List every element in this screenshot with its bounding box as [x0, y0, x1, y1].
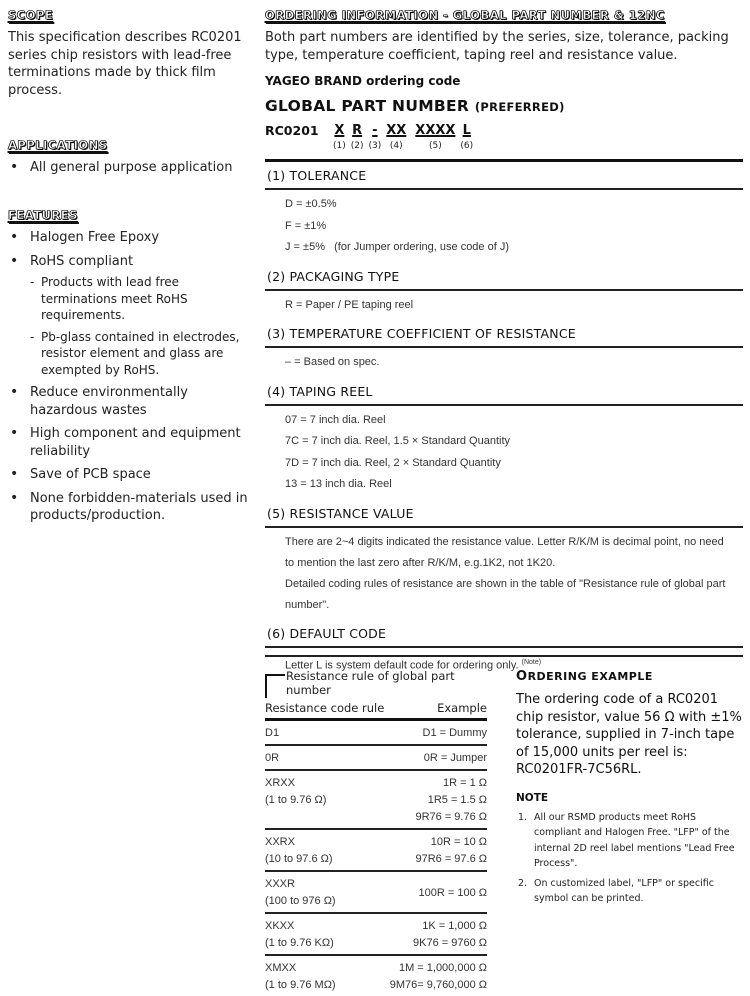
list-item: • All general purpose application [8, 159, 253, 177]
ordering-heading: ORDERING INFORMATION - GLOBAL PART NUMBER & 12NC [265, 8, 665, 22]
note-number: 1. [518, 811, 528, 823]
features-section [8, 204, 253, 531]
applications-section [8, 134, 253, 183]
note-item [516, 810, 746, 872]
section-line: 7D = 7 inch dia. Reel, 2 × Standard Quantity [285, 456, 501, 469]
rule-cell [265, 775, 326, 809]
list-item: • None forbidden-materials used in products/production. [8, 490, 253, 525]
code-segment-value: L [462, 123, 471, 138]
table-row [265, 721, 487, 746]
section-title: (3) TEMPERATURE COEFFICIENT OF RESISTANCE [267, 326, 576, 341]
sub-list-item: - Pb-glass contained in electrodes, resistor element and glass are exempted by RoHS. [30, 329, 253, 379]
table-row [265, 746, 487, 771]
example-line: 1R5 = 1.5 Ω [427, 794, 487, 806]
table-row [265, 872, 487, 914]
example-line: 9K76 = 9760 Ω [413, 937, 487, 949]
code-segment-value: XX [386, 123, 407, 138]
section-taping-reel [265, 378, 743, 500]
rule-cell [265, 876, 336, 910]
code-segment-value: R [352, 123, 363, 138]
rule-line: (10 to 97.6 Ω) [265, 853, 333, 865]
sub-list-item: - Products with lead free terminations meet RoHS requirements. [30, 274, 253, 324]
rule-cell [265, 750, 279, 767]
section-line: D = ±0.5% [285, 198, 337, 210]
example-cell [419, 885, 487, 902]
gpn-title-text: GLOBAL PART NUMBER [265, 97, 470, 115]
code-segment [386, 123, 406, 152]
section-line: F = ±1% [285, 219, 327, 232]
code-segment-index: (3) [368, 141, 382, 151]
list-item [8, 253, 253, 379]
section-body [265, 291, 743, 321]
example-cell [415, 775, 487, 826]
note-number: 2. [518, 877, 528, 889]
section-title: (6) DEFAULT CODE [267, 625, 387, 641]
rule-line: XXRX [265, 836, 295, 848]
table-caption: Resistance rule of global part number [265, 669, 487, 697]
code-segment [415, 123, 455, 152]
sub-list [30, 274, 253, 378]
example-cell [415, 834, 487, 868]
code-segment-index: (4) [389, 141, 403, 151]
rule-line: XKXX [265, 920, 295, 932]
code-segment-value: XXXX [415, 123, 456, 138]
section-body [265, 528, 743, 620]
rule-line: 0R [265, 752, 280, 764]
scope-text: This specification describes RC0201 series chip resistors with lead-free terminations made by thick film process. [8, 30, 242, 98]
list-item-text: RoHS compliant [30, 253, 134, 269]
example-line: 1M = 1,000,000 Ω [398, 962, 487, 974]
example-cell [413, 918, 487, 952]
example-text: The ordering code of a RC0201 chip resistor, value 56 Ω with ±1% tolerance, supplied in 7-inch tape of 15,000 units per reel is: RC0201FR-7C56RL. [516, 692, 742, 777]
gpn-preferred: (PREFERRED) [474, 100, 565, 114]
list-item: • High component and equipment reliability [8, 425, 253, 460]
scope-section [8, 4, 253, 99]
notes-list [516, 810, 746, 907]
section-line: There are 2~4 digits indicated the resistance value. Letter R/K/M is decimal point, no need to mention the last zero after R/K/M, e.g.1K2, not 1K20. [285, 535, 724, 569]
section-line: J = ±5% (for Jumper ordering, use code of J) [285, 241, 509, 253]
code-segment-value: - [372, 123, 378, 138]
scope-heading: SCOPE [8, 8, 54, 22]
applications-heading: APPLICATIONS [8, 138, 108, 152]
example-line: 97R6 = 97.6 Ω [415, 853, 487, 865]
example-cell [424, 750, 487, 767]
section-title: (4) TAPING REEL [267, 383, 373, 399]
section-title: (5) RESISTANCE VALUE [267, 505, 414, 521]
section-body [265, 190, 743, 263]
rule-line: XRXX [265, 777, 295, 789]
example-line: 100R = 100 Ω [418, 886, 487, 899]
gpn-title [265, 97, 743, 115]
table-row [265, 956, 487, 996]
section-body [265, 406, 743, 500]
section-title: (2) PACKAGING TYPE [267, 268, 400, 284]
rule-cell [265, 918, 334, 952]
section-line: Letter L is system default code for ordering only. [285, 659, 519, 672]
table-row [265, 830, 487, 872]
column-header-example: Example [437, 701, 487, 715]
example-line: 1R = 1 Ω [443, 777, 487, 789]
left-column [8, 4, 253, 99]
section-line: 07 = 7 inch dia. Reel [285, 413, 386, 426]
section-line: 7C = 7 inch dia. Reel, 1.5 × Standard Quantity [285, 435, 511, 447]
section-temperature-coefficient [265, 320, 743, 378]
note-text: On customized label, "LFP" or specific symbol can be printed. [534, 877, 714, 904]
code-segment [460, 123, 473, 152]
note-item [516, 876, 746, 907]
code-segment-value: X [334, 123, 345, 138]
rule-cell [265, 834, 333, 868]
code-segment [369, 123, 382, 152]
rule-line: D1 [265, 727, 280, 739]
section-resistance-value [265, 500, 743, 620]
divider [265, 655, 743, 657]
ordering-information [265, 4, 743, 681]
section-line: 13 = 13 inch dia. Reel [285, 478, 392, 490]
section-line: Detailed coding rules of resistance are shown in the table of "Resistance rule of global part number". [285, 577, 726, 611]
example-title-initial: O [516, 669, 528, 684]
example-line: D1 = Dummy [422, 727, 487, 739]
ordering-example [516, 669, 746, 911]
list-item: • Reduce environmentally hazardous wastes [8, 384, 253, 419]
note-reference[interactable]: (Note) [521, 658, 542, 666]
example-cell [423, 725, 488, 742]
rule-line: (1 to 9.76 Ω) [265, 794, 327, 806]
code-segment-index: (1) [333, 141, 346, 151]
applications-list [8, 159, 253, 177]
code-base: RC0201 [265, 123, 319, 138]
features-list [8, 229, 253, 525]
example-line: 9R76 = 9.76 Ω [415, 811, 487, 823]
example-cell [390, 960, 487, 994]
section-tolerance [265, 162, 743, 263]
code-segment-index: (2) [350, 141, 364, 151]
list-item: • Halogen Free Epoxy [8, 229, 253, 247]
column-header-rule: Resistance code rule [265, 701, 385, 715]
resistance-rule-table [265, 669, 487, 996]
code-segment [333, 123, 346, 152]
table-body [265, 721, 487, 996]
section-line: – = Based on spec. [285, 356, 380, 368]
features-heading: FEATURES [8, 208, 78, 222]
part-number-code [265, 123, 743, 155]
rule-cell [265, 725, 279, 742]
code-segment [351, 123, 364, 152]
note-text: All our RSMD products meet RoHS compliant and Halogen Free. "LFP" of the internal 2D reel label mentions "Lead Free Process". [534, 811, 735, 869]
section-body [265, 348, 743, 378]
brand-label: YAGEO BRAND ordering code [265, 74, 461, 88]
example-line: 0R = Jumper [423, 752, 487, 764]
code-segment-index: (6) [460, 141, 474, 151]
rule-line: (100 to 976 Ω) [265, 895, 336, 907]
example-title-rest: RDERING EXAMPLE [527, 670, 653, 683]
list-item: • Save of PCB space [8, 466, 253, 484]
table-row [265, 914, 487, 956]
ordering-intro: Both part numbers are identified by the series, size, tolerance, packing type, temperature coefficient, taping reel and resistance value. [265, 30, 729, 63]
example-title [516, 669, 746, 684]
table-row [265, 771, 487, 830]
example-line: 10R = 10 Ω [430, 836, 487, 848]
rule-line: XMXX [265, 962, 297, 974]
example-line: 9M76= 9,760,000 Ω [389, 979, 487, 991]
rule-line: (1 to 9.76 MΩ) [265, 979, 336, 991]
section-packaging-type [265, 263, 743, 321]
code-segment-index: (5) [428, 141, 442, 151]
rule-line: XXXR [265, 878, 295, 890]
rule-cell [265, 960, 336, 994]
rule-line: (1 to 9.76 KΩ) [265, 937, 334, 949]
section-line: R = Paper / PE taping reel [285, 298, 414, 311]
section-title: (1) TOLERANCE [267, 168, 367, 183]
example-line: 1K = 1,000 Ω [422, 920, 487, 932]
table-header [265, 701, 487, 721]
note-title: NOTE [516, 791, 549, 804]
